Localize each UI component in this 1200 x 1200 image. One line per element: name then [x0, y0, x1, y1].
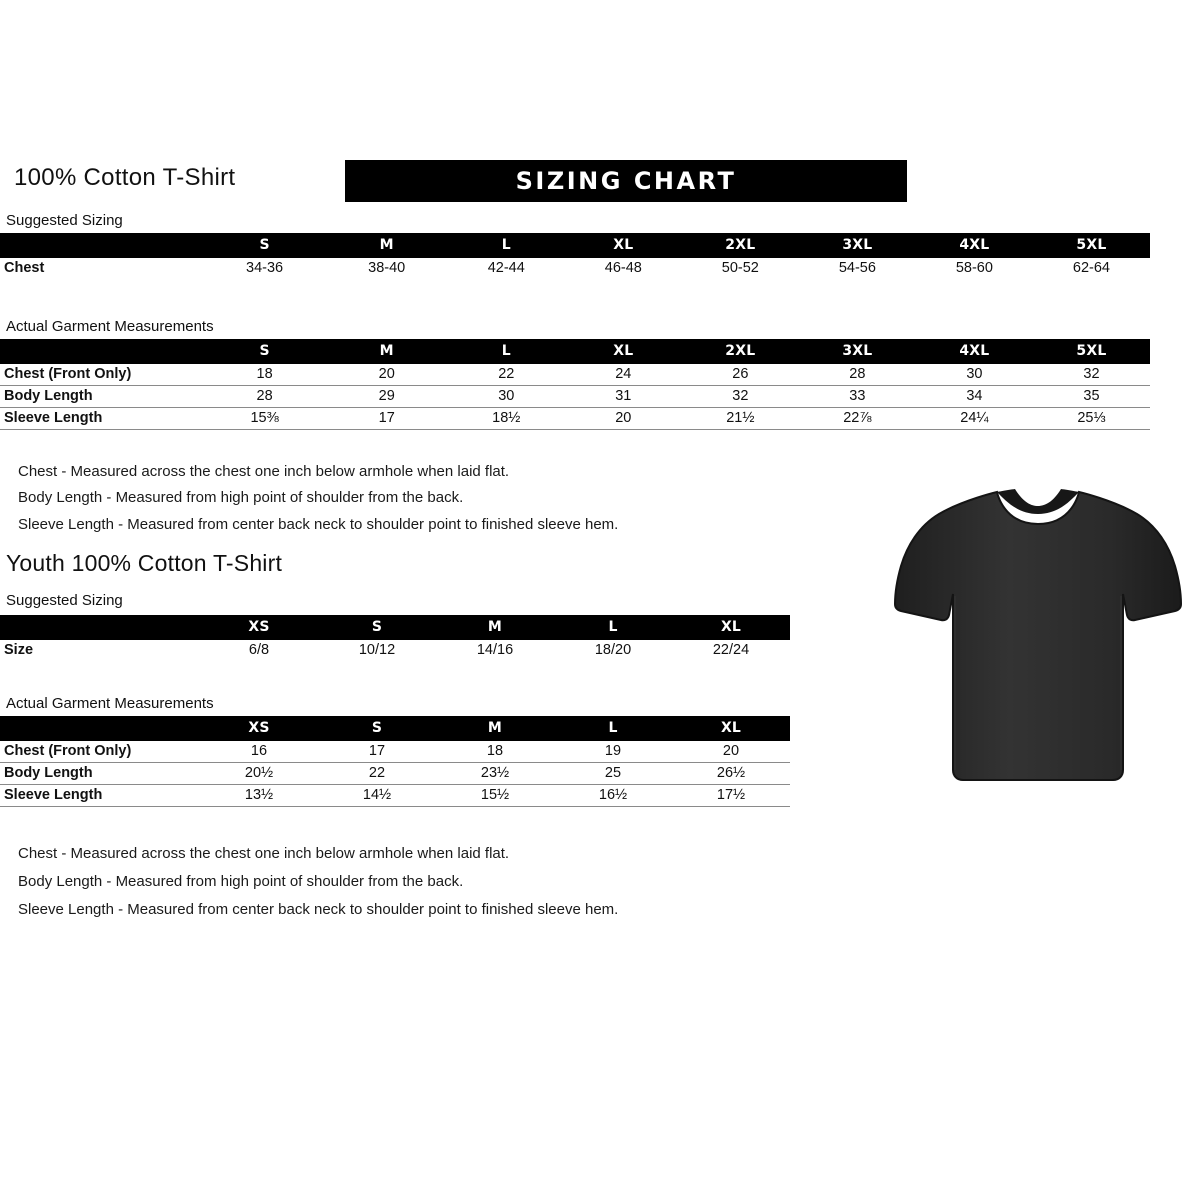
column-header: M [379, 343, 394, 359]
table-header-row [0, 339, 1150, 364]
column-header: S [371, 720, 383, 736]
table-row [0, 741, 790, 763]
adult-suggested-sizing-table [0, 233, 1150, 279]
column-header: XL [720, 619, 742, 635]
column-header: M [487, 720, 503, 736]
column-header: 2XL [725, 237, 756, 253]
column-header: XS [248, 720, 270, 736]
row-label: Chest [4, 260, 45, 276]
table-cell: 17 [326, 408, 448, 430]
table-cell: 13½ [200, 785, 318, 807]
youth-note-sleeve-length: Sleeve Length - Measured from center back neck to shoulder point to finished sleeve hem. [18, 901, 619, 918]
table-cell: 42-44 [487, 260, 525, 276]
column-header: 3XL [842, 237, 873, 253]
table-cell: 33 [799, 386, 916, 408]
table-cell: 58-60 [955, 260, 993, 276]
adult-actual-measurements-table [0, 339, 1150, 430]
table-cell: 34-36 [246, 260, 284, 276]
table-row [0, 408, 1150, 430]
column-header: XS [248, 619, 270, 635]
table-cell: 38-40 [368, 260, 406, 276]
column-header: S [259, 237, 270, 253]
sizing-chart-banner-label: SIZING CHART [515, 167, 737, 195]
table-cell: 22 [318, 763, 436, 785]
row-label: Size [4, 642, 34, 658]
adult-suggested-sizing-label: Suggested Sizing [6, 212, 123, 229]
table-cell: 28 [204, 386, 326, 408]
column-header: S [259, 343, 270, 359]
table-cell: 23½ [436, 763, 554, 785]
sizing-chart-banner [345, 160, 907, 202]
table-cell: 20 [672, 741, 790, 763]
column-header: XL [613, 237, 634, 253]
table-cell: 14½ [318, 785, 436, 807]
column-header [0, 233, 204, 258]
column-header [0, 716, 200, 741]
table-cell: 16½ [554, 785, 672, 807]
youth-suggested-sizing-table [0, 615, 790, 661]
table-cell: 18½ [448, 408, 565, 430]
table-cell: 25⅓ [1033, 408, 1150, 430]
page-title: 100% Cotton T-Shirt [14, 164, 236, 191]
table-row [0, 763, 790, 785]
table-cell: 25 [554, 763, 672, 785]
adult-header-row [10, 160, 900, 202]
table-cell: 21½ [682, 408, 799, 430]
table-cell: 22/24 [712, 642, 750, 658]
youth-actual-measurements-table [0, 716, 790, 807]
table-cell: 29 [326, 386, 448, 408]
column-header [0, 339, 204, 364]
table-cell: 31 [565, 386, 682, 408]
row-label: Body Length [0, 763, 200, 785]
table-cell: 24 [565, 364, 682, 386]
table-cell: 46-48 [604, 260, 642, 276]
column-header: 4XL [959, 237, 990, 253]
table-cell: 22⅞ [799, 408, 916, 430]
column-header: S [371, 619, 383, 635]
row-label: Chest (Front Only) [0, 364, 204, 386]
column-header [0, 615, 200, 640]
row-label: Sleeve Length [0, 785, 200, 807]
table-cell: 18 [436, 741, 554, 763]
table-cell: 20 [326, 364, 448, 386]
table-cell: 26 [682, 364, 799, 386]
row-label: Chest (Front Only) [0, 741, 200, 763]
youth-section-title: Youth 100% Cotton T-Shirt [6, 550, 283, 576]
column-header: L [608, 619, 618, 635]
adult-note-sleeve-length: Sleeve Length - Measured from center back neck to shoulder point to finished sleeve hem. [18, 516, 619, 533]
table-row [0, 386, 1150, 408]
table-cell: 28 [799, 364, 916, 386]
table-cell: 15½ [436, 785, 554, 807]
table-cell: 32 [682, 386, 799, 408]
youth-suggested-sizing-label: Suggested Sizing [6, 592, 123, 609]
table-cell: 54-56 [838, 260, 876, 276]
adult-actual-measurements-label: Actual Garment Measurements [6, 318, 214, 335]
table-row [0, 785, 790, 807]
table-cell: 20½ [200, 763, 318, 785]
table-cell: 17 [318, 741, 436, 763]
column-header: L [501, 237, 511, 253]
adult-note-chest: Chest - Measured across the chest one inch below armhole when laid flat. [18, 463, 510, 480]
row-label: Sleeve Length [0, 408, 204, 430]
table-cell: 62-64 [1072, 260, 1110, 276]
table-cell: 17½ [672, 785, 790, 807]
table-header-row [0, 615, 790, 640]
table-cell: 15⅜ [204, 408, 326, 430]
column-header: 5XL [1076, 237, 1107, 253]
column-header: M [487, 619, 503, 635]
t-shirt-illustration [893, 470, 1183, 810]
table-cell: 34 [916, 386, 1033, 408]
table-cell: 20 [565, 408, 682, 430]
table-cell: 35 [1033, 386, 1150, 408]
column-header: 3XL [842, 343, 873, 359]
table-cell: 16 [200, 741, 318, 763]
table-row [0, 258, 1150, 279]
table-row [0, 364, 1150, 386]
column-header: L [501, 343, 511, 359]
youth-note-chest: Chest - Measured across the chest one inch below armhole when laid flat. [18, 845, 510, 862]
youth-note-body-length: Body Length - Measured from high point of shoulder from the back. [18, 873, 464, 890]
row-label: Body Length [0, 386, 204, 408]
column-header: XL [613, 343, 634, 359]
table-cell: 30 [916, 364, 1033, 386]
table-cell: 50-52 [721, 260, 759, 276]
table-cell: 10/12 [358, 642, 396, 658]
column-header: 2XL [725, 343, 756, 359]
t-shirt-icon [893, 470, 1183, 810]
table-header-row [0, 233, 1150, 258]
table-cell: 19 [554, 741, 672, 763]
table-cell: 18 [204, 364, 326, 386]
table-row [0, 640, 790, 661]
table-cell: 32 [1033, 364, 1150, 386]
table-cell: 18/20 [594, 642, 632, 658]
column-header: M [379, 237, 394, 253]
column-header: XL [720, 720, 742, 736]
table-cell: 6/8 [248, 642, 270, 658]
table-header-row [0, 716, 790, 741]
column-header: 4XL [959, 343, 990, 359]
table-cell: 26½ [672, 763, 790, 785]
column-header: L [608, 720, 618, 736]
adult-note-body-length: Body Length - Measured from high point of shoulder from the back. [18, 489, 464, 506]
youth-actual-measurements-label: Actual Garment Measurements [6, 695, 214, 712]
table-cell: 30 [448, 386, 565, 408]
column-header: 5XL [1076, 343, 1107, 359]
table-cell: 22 [448, 364, 565, 386]
table-cell: 14/16 [476, 642, 514, 658]
table-cell: 24¼ [916, 408, 1033, 430]
